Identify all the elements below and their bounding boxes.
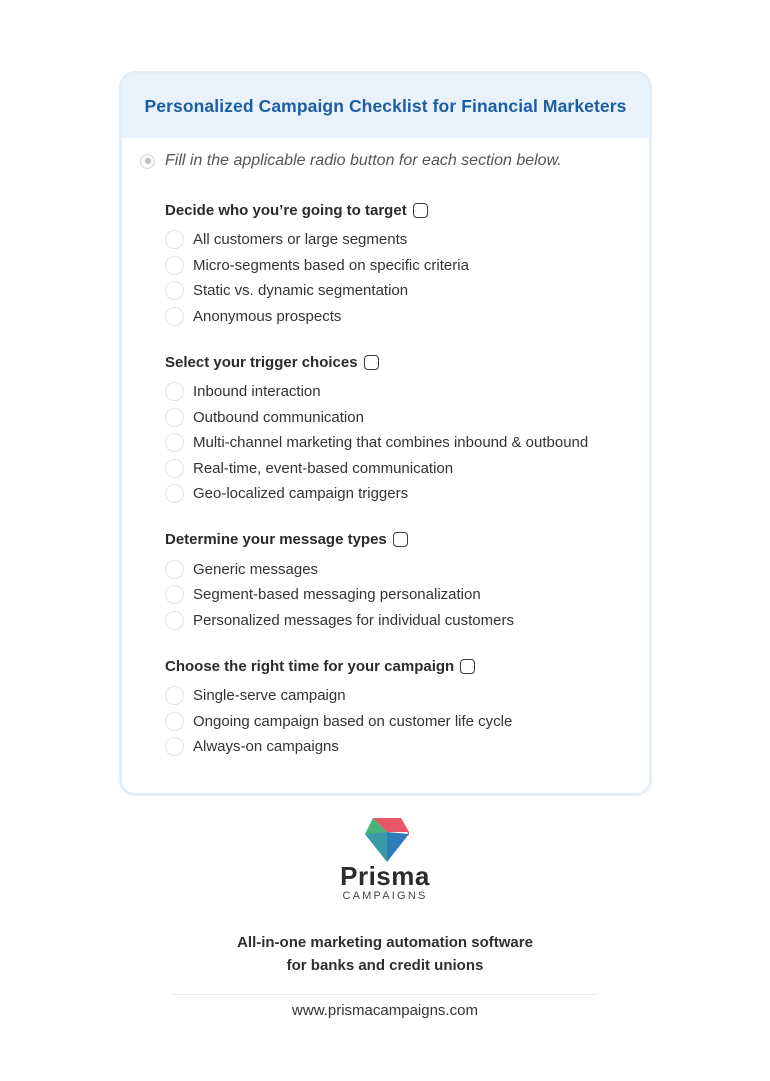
checklist-card [119, 71, 652, 796]
instruction [140, 152, 562, 170]
instruction-text: Fill in the applicable radio button for each section below. [165, 152, 562, 169]
option-radio[interactable] [165, 281, 184, 300]
option-radio[interactable] [165, 686, 184, 705]
option-radio[interactable] [165, 560, 184, 579]
option-item[interactable] [165, 304, 645, 330]
option-radio[interactable] [165, 585, 184, 604]
checklist-sections [165, 198, 645, 781]
tagline-line-1: All-in-one marketing automation software [237, 934, 533, 951]
section-target [165, 198, 645, 329]
card-title: Personalized Campaign Checklist for Financial Marketers [144, 95, 627, 116]
prisma-logo-icon [365, 818, 409, 862]
card-header [122, 74, 649, 138]
section-title: Decide who you’re going to target [165, 201, 407, 219]
section-checkbox[interactable] [460, 659, 475, 674]
option-item[interactable] [165, 734, 645, 760]
option-label: Geo-localized campaign triggers [193, 485, 409, 503]
section-heading [165, 654, 645, 678]
section-timing [165, 654, 645, 760]
option-item[interactable] [165, 709, 645, 735]
option-label: Always-on campaigns [193, 738, 339, 756]
section-message-types [165, 528, 645, 634]
option-radio[interactable] [165, 737, 184, 756]
option-radio[interactable] [165, 408, 184, 427]
option-label: Micro-segments based on specific criteria [193, 256, 469, 274]
tagline-line-2: for banks and credit unions [286, 957, 484, 974]
section-checkbox[interactable] [393, 532, 408, 547]
section-heading [165, 528, 645, 552]
option-label: Outbound communication [193, 408, 364, 426]
option-radio[interactable] [165, 433, 184, 452]
option-label: Generic messages [193, 560, 319, 578]
website-link[interactable]: www.prismacampaigns.com [292, 1002, 478, 1019]
option-radio[interactable] [165, 230, 184, 249]
option-radio[interactable] [165, 712, 184, 731]
option-label: Anonymous prospects [193, 307, 342, 325]
section-checkbox[interactable] [413, 203, 428, 218]
option-label: Ongoing campaign based on customer life cycle [193, 712, 513, 730]
option-item[interactable] [165, 456, 645, 482]
option-item[interactable] [165, 430, 645, 456]
option-item[interactable] [165, 278, 645, 304]
option-item[interactable] [165, 379, 645, 405]
option-radio[interactable] [165, 256, 184, 275]
option-item[interactable] [165, 582, 645, 608]
option-label: Inbound interaction [193, 383, 321, 401]
option-label: Multi-channel marketing that combines inbound & outbound [193, 434, 589, 452]
option-radio[interactable] [165, 484, 184, 503]
option-item[interactable] [165, 405, 645, 431]
section-heading [165, 198, 645, 222]
option-label: All customers or large segments [193, 231, 408, 249]
option-label: Personalized messages for individual customers [193, 611, 514, 629]
option-item[interactable] [165, 253, 645, 279]
option-item[interactable] [165, 481, 645, 507]
option-item[interactable] [165, 557, 645, 583]
option-label: Static vs. dynamic segmentation [193, 282, 409, 300]
option-item[interactable] [165, 227, 645, 253]
section-title: Choose the right time for your campaign [165, 657, 455, 675]
option-radio[interactable] [165, 459, 184, 478]
option-radio[interactable] [165, 307, 184, 326]
section-heading [165, 350, 645, 374]
brand-name: Prisma [340, 861, 430, 891]
instruction-radio-icon [140, 154, 155, 169]
option-radio[interactable] [165, 611, 184, 630]
footer-divider [172, 994, 598, 995]
option-label: Real-time, event-based communication [193, 459, 454, 477]
option-item[interactable] [165, 608, 645, 634]
section-checkbox[interactable] [364, 355, 379, 370]
option-radio[interactable] [165, 382, 184, 401]
section-title: Select your trigger choices [165, 353, 358, 371]
brand-subtitle: CAMPAIGNS [342, 890, 428, 902]
option-label: Segment-based messaging personalization [193, 586, 481, 604]
option-label: Single-serve campaign [193, 687, 346, 705]
section-title: Determine your message types [165, 531, 387, 548]
section-triggers [165, 350, 645, 507]
option-item[interactable] [165, 683, 645, 709]
